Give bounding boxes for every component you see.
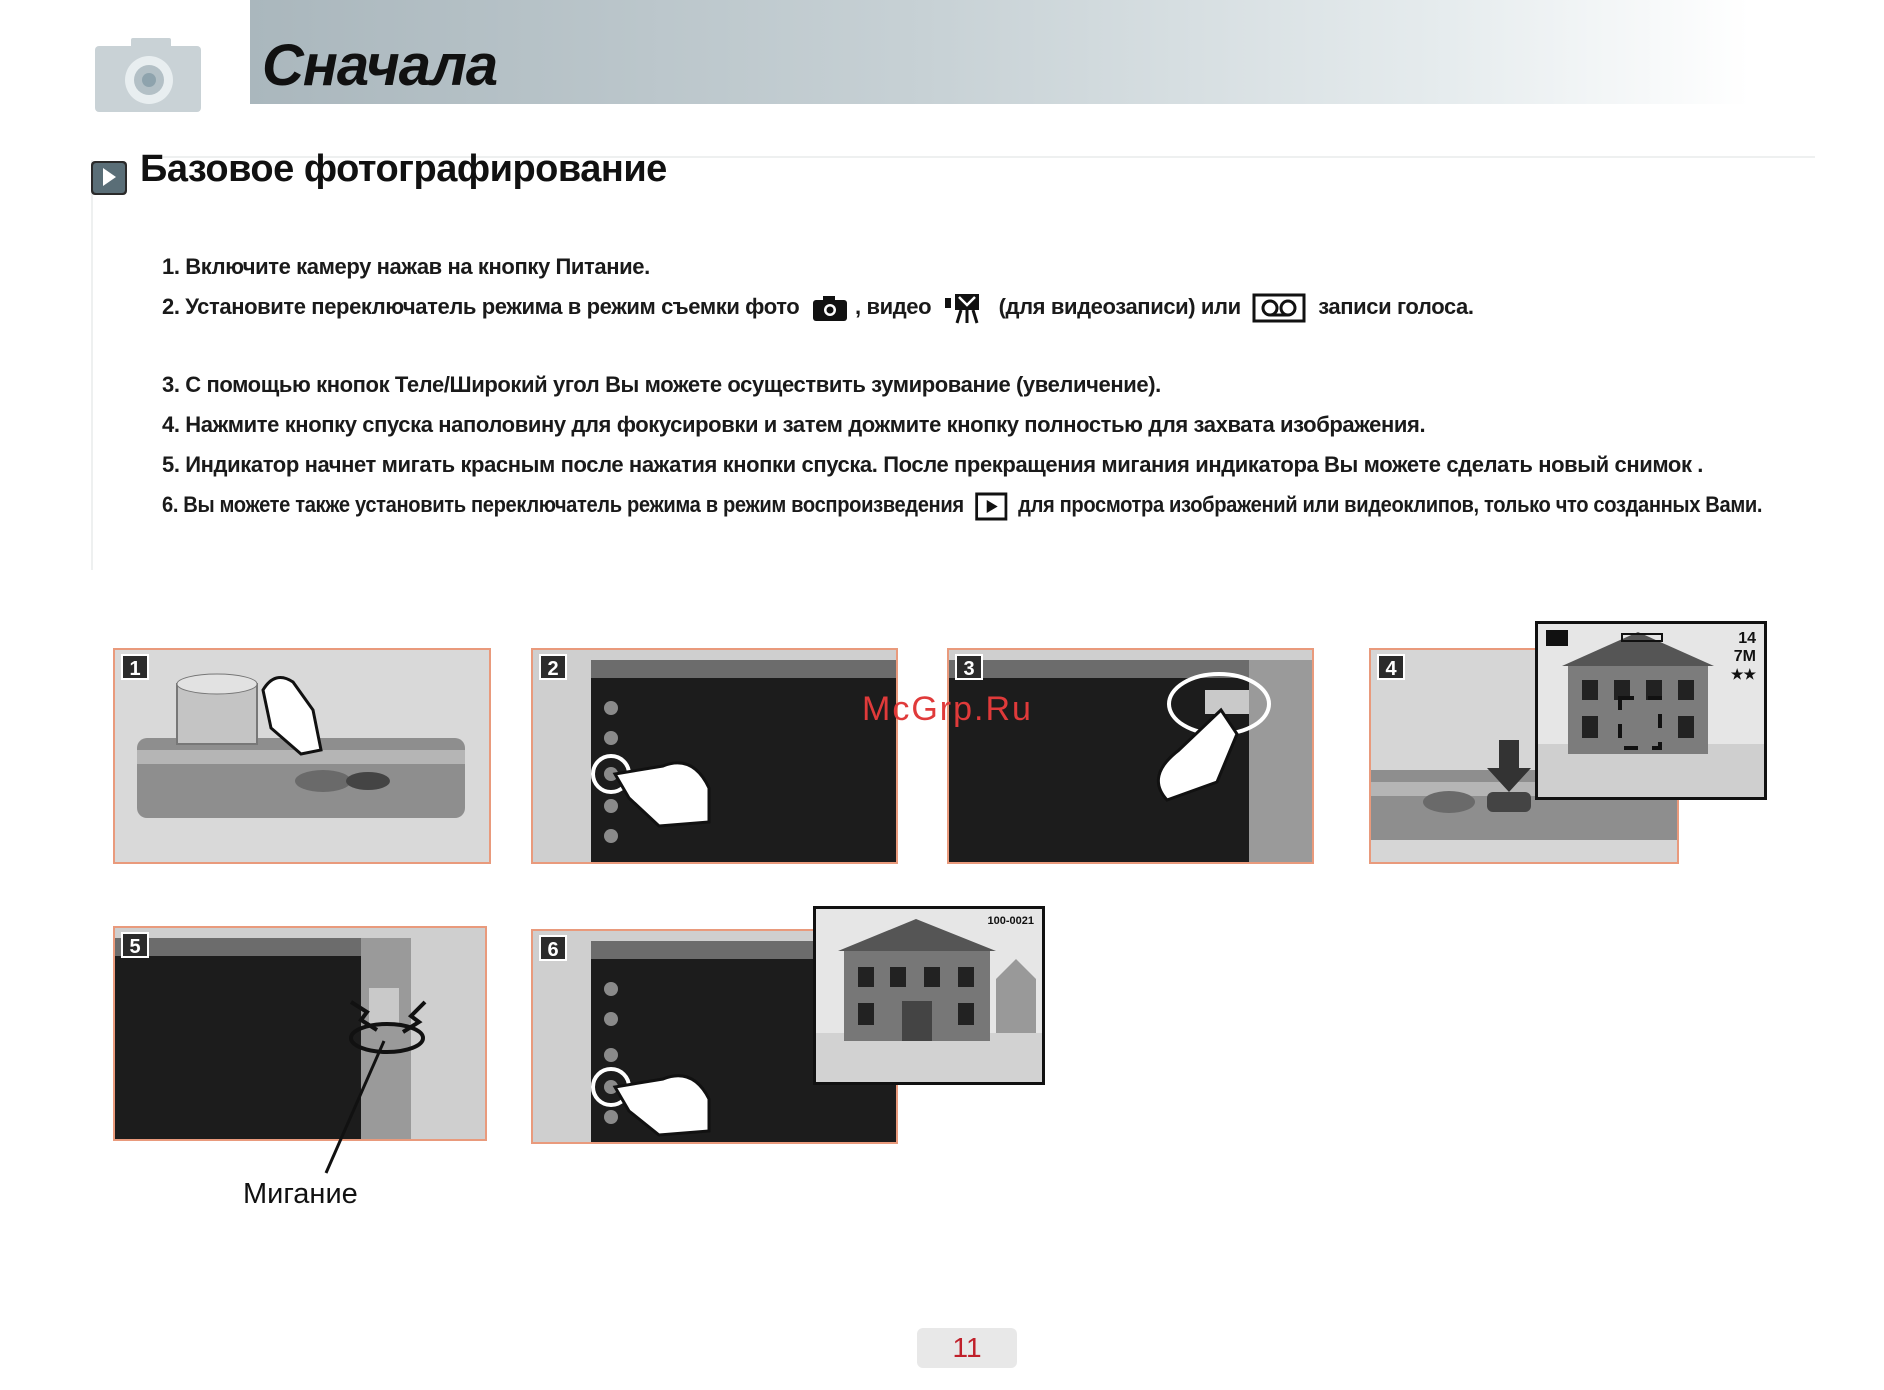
house-preview-image [1538,624,1764,797]
video-mode-icon [943,292,987,324]
step-3-text: 3. С помощью кнопок Теле/Широкий угол Вы можете осуществить зумирование (увеличение). [162,372,1161,397]
step-4-text: 4. Нажмите кнопку спуска наполовину для фокусировки и затем дожмите кнопку полностью для захвата изображения. [162,412,1426,437]
step-4 [162,405,1762,445]
file-number: 100-0021 [987,915,1034,927]
camera-logo-icon [93,36,203,114]
figure-6-number: 6 [539,935,567,961]
step-6 [162,485,1763,525]
figure-4-lcd-inset [1535,621,1767,800]
house-playback-image [816,909,1042,1082]
section-divider-left [91,160,93,570]
step-2-text-d: записи голоса. [1318,294,1474,319]
caption-leader-line [318,1037,388,1177]
shots-remaining: 14 [1738,630,1756,647]
figure-6-lcd-inset [813,906,1045,1085]
figure-3-number: 3 [955,654,983,680]
image-quality: ★★ [1730,666,1756,682]
step-2-text-b: , видео [855,294,932,319]
step-6-text-b: для просмотра изображений или видеоклипов, только что созданных Вами. [1018,492,1763,517]
step-2-text-a: 2. Установите переключатель режима в режим съемки фото [162,294,800,319]
step-3 [162,365,1762,405]
figure-2-number: 2 [539,654,567,680]
photo-mode-icon [811,294,849,322]
figure-5 [113,926,487,1141]
page-title: Сначала [262,33,498,98]
camera-zoom-illustration [949,650,1312,862]
step-6-text-a: 6. Вы можете также установить переключатель режима в режим воспроизведения [162,492,964,517]
figure-5-number: 5 [121,932,149,958]
figure-1-number: 1 [121,654,149,680]
step-1 [162,247,1762,287]
instruction-list [162,247,1762,525]
figure-4-number: 4 [1377,654,1405,680]
figure-1 [113,648,491,864]
voice-mode-icon [1252,293,1306,323]
camera-back-illustration [533,650,896,862]
camera-top-illustration [115,650,489,862]
watermark: McGrp.Ru [862,690,1033,728]
figure-5-caption: Мигание [243,1178,358,1210]
figure-3 [947,648,1314,864]
step-5-text: 5. Индикатор начнет мигать красным после нажатия кнопки спуска. После прекращения мигания индикатора Вы можете сделать новый снимок . [162,452,1703,477]
playback-mode-icon [974,491,1007,521]
image-size: 7M [1733,648,1756,665]
camera-indicator-illustration [115,928,485,1139]
step-1-text: 1. Включите камеру нажав на кнопку Питание. [162,254,650,279]
step-2-text-c: (для видеозаписи) или [998,294,1241,319]
section-arrow-icon [90,158,128,196]
page-number: 11 [917,1328,1017,1368]
step-2 [162,287,1762,327]
section-title: Базовое фотографирование [140,148,667,190]
step-5 [162,445,1762,485]
figure-2 [531,648,898,864]
